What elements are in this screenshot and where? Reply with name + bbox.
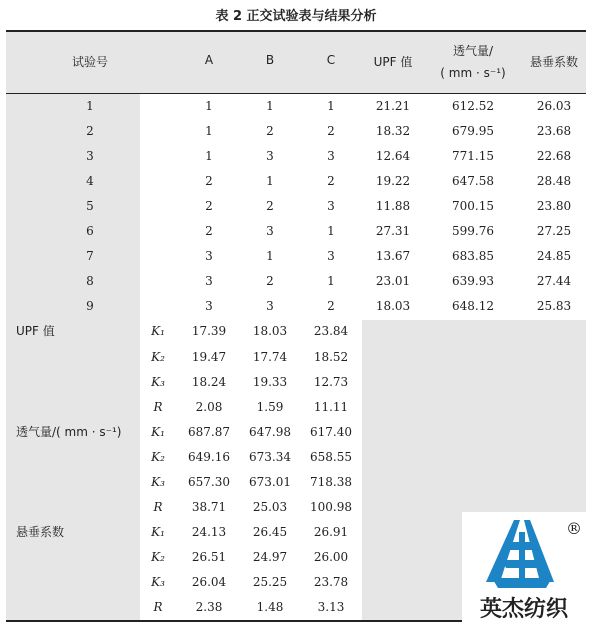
factor-c-level: 1 — [327, 274, 335, 289]
analysis-stat-label: R — [153, 499, 163, 514]
analysis-factor-b: 25.03 — [252, 499, 288, 514]
analysis-factor-a: 649.16 — [188, 449, 230, 464]
analysis-factor-c: 23.84 — [313, 324, 349, 339]
upf-value: 23.01 — [375, 274, 411, 289]
permeability-value: 612.52 — [452, 99, 494, 113]
drape-value: 23.80 — [536, 199, 572, 214]
drape-value: 25.83 — [536, 299, 572, 314]
analysis-factor-c: 26.00 — [313, 549, 349, 564]
header-drape: 悬垂系数 — [529, 55, 578, 69]
analysis-factor-c: 100.98 — [310, 499, 352, 514]
trial-number: 5 — [86, 199, 94, 214]
analysis-factor-c: 18.52 — [313, 349, 349, 364]
factor-a-level: 1 — [205, 99, 213, 113]
factor-b-level: 2 — [266, 124, 274, 139]
factor-a-level: 2 — [205, 174, 213, 189]
analysis-factor-a: 19.47 — [191, 349, 227, 364]
analysis-stat-label: K₁ — [151, 424, 165, 439]
factor-c-level: 1 — [327, 224, 335, 239]
analysis-factor-c: 617.40 — [310, 424, 352, 439]
analysis-factor-b: 26.45 — [252, 524, 288, 539]
upf-value: 21.21 — [375, 99, 411, 113]
factor-b-level: 1 — [266, 99, 274, 113]
upf-value: 12.64 — [375, 149, 411, 164]
factor-a-level: 1 — [205, 124, 213, 139]
analysis-factor-a: 2.08 — [195, 399, 223, 414]
analysis-factor-b: 673.01 — [249, 474, 291, 489]
analysis-factor-b: 17.74 — [252, 349, 288, 364]
analysis-factor-a: 687.87 — [188, 424, 230, 439]
drape-value: 26.03 — [536, 99, 572, 113]
analysis-factor-b: 18.03 — [252, 324, 288, 339]
drape-value: 28.48 — [536, 174, 572, 189]
brand-logo — [462, 512, 586, 625]
analysis-stat-label: K₁ — [151, 324, 165, 339]
factor-c-level: 1 — [327, 99, 335, 113]
drape-value: 27.44 — [536, 274, 572, 289]
factor-c-level: 3 — [327, 199, 335, 214]
analysis-factor-a: 24.13 — [191, 524, 227, 539]
drape-value: 27.25 — [536, 224, 572, 239]
drape-value: 22.68 — [536, 149, 572, 164]
analysis-factor-b: 19.33 — [252, 374, 288, 389]
factor-a-level: 2 — [205, 199, 213, 214]
analysis-stat-label: K₂ — [151, 549, 165, 564]
upf-value: 18.32 — [375, 124, 411, 139]
analysis-factor-b: 25.25 — [252, 574, 288, 589]
analysis-factor-c: 3.13 — [317, 600, 345, 614]
drape-value: 23.68 — [536, 124, 572, 139]
header-permeability-line1: 透气量/ — [452, 44, 494, 58]
trial-number: 3 — [86, 149, 94, 164]
analysis-factor-b: 673.34 — [249, 449, 291, 464]
trial-number: 9 — [86, 299, 94, 314]
factor-b-level: 3 — [266, 224, 274, 239]
analysis-factor-c: 12.73 — [313, 374, 349, 389]
analysis-factor-c: 26.91 — [313, 524, 349, 539]
analysis-stat-label: K₂ — [151, 349, 165, 364]
upf-value: 27.31 — [375, 224, 411, 239]
analysis-factor-c: 718.38 — [310, 474, 352, 489]
factor-b-level: 3 — [266, 149, 274, 164]
analysis-stat-label: K₁ — [151, 524, 165, 539]
permeability-value: 771.15 — [452, 149, 494, 164]
trial-number: 1 — [86, 99, 94, 113]
analysis-factor-a: 38.71 — [191, 499, 227, 514]
header-factor-b: B — [265, 53, 275, 67]
permeability-value: 639.93 — [452, 274, 494, 289]
permeability-value: 679.95 — [452, 124, 494, 139]
factor-b-level: 2 — [266, 199, 274, 214]
factor-b-level: 1 — [266, 174, 274, 189]
upf-value: 11.88 — [375, 199, 411, 214]
permeability-value: 683.85 — [452, 249, 494, 264]
analysis-factor-a: 26.04 — [191, 574, 227, 589]
trial-number: 8 — [86, 274, 94, 289]
header-factor-c: C — [326, 53, 336, 67]
factor-a-level: 3 — [205, 274, 213, 289]
analysis-factor-c: 11.11 — [313, 399, 349, 414]
analysis-stat-label: K₃ — [151, 574, 165, 589]
analysis-factor-b: 24.97 — [252, 549, 288, 564]
factor-a-level: 3 — [205, 249, 213, 264]
factor-b-level: 3 — [266, 299, 274, 314]
analysis-factor-a: 26.51 — [191, 549, 227, 564]
trial-number: 2 — [86, 124, 94, 139]
trial-number: 6 — [86, 224, 94, 239]
analysis-stat-label: R — [153, 600, 163, 614]
header-factor-a: A — [204, 53, 214, 67]
factor-b-level: 2 — [266, 274, 274, 289]
header-upf: UPF 值 — [373, 55, 413, 69]
analysis-factor-a: 657.30 — [188, 474, 230, 489]
trial-number: 7 — [86, 249, 94, 264]
permeability-value: 647.58 — [452, 174, 494, 189]
analysis-stat-label: K₃ — [151, 474, 165, 489]
factor-a-level: 3 — [205, 299, 213, 314]
factor-c-level: 3 — [327, 249, 335, 264]
analysis-factor-a: 17.39 — [191, 324, 227, 339]
analysis-group-label: 悬垂系数 — [16, 524, 65, 539]
analysis-stat-label: R — [153, 399, 163, 414]
analysis-group-label: UPF 值 — [16, 324, 55, 339]
analysis-factor-c: 23.78 — [313, 574, 349, 589]
factor-c-level: 2 — [327, 124, 335, 139]
analysis-factor-a: 2.38 — [195, 600, 223, 614]
permeability-value: 599.76 — [452, 224, 494, 239]
analysis-group-label: 透气量/( mm · s⁻¹) — [16, 424, 122, 439]
drape-value: 24.85 — [536, 249, 572, 264]
analysis-factor-c: 658.55 — [310, 449, 352, 464]
brand-logo-mark — [462, 512, 586, 625]
analysis-factor-a: 18.24 — [191, 374, 227, 389]
factor-c-level: 2 — [327, 174, 335, 189]
upf-value: 18.03 — [375, 299, 411, 314]
analysis-stat-label: K₂ — [151, 449, 165, 464]
upf-value: 19.22 — [375, 174, 411, 189]
factor-a-level: 1 — [205, 149, 213, 164]
analysis-factor-b: 647.98 — [249, 424, 291, 439]
factor-c-level: 3 — [327, 149, 335, 164]
trial-number: 4 — [86, 174, 94, 189]
table-caption: 表 2 正交试验表与结果分析 — [215, 9, 377, 24]
factor-c-level: 2 — [327, 299, 335, 314]
brand-logo-text: 英杰纺织 — [479, 597, 569, 622]
table-top-rule — [6, 30, 586, 32]
header-trial-no: 试验号 — [71, 55, 108, 69]
factor-a-level: 2 — [205, 224, 213, 239]
factor-b-level: 1 — [266, 249, 274, 264]
analysis-stat-label: K₃ — [151, 374, 165, 389]
header-permeability-unit: ( mm · s⁻¹) — [440, 66, 506, 80]
permeability-value: 648.12 — [452, 299, 494, 314]
analysis-factor-b: 1.48 — [256, 600, 284, 614]
registered-mark: ® — [566, 519, 582, 538]
analysis-factor-b: 1.59 — [256, 399, 284, 414]
upf-value: 13.67 — [375, 249, 411, 264]
permeability-value: 700.15 — [452, 199, 494, 214]
